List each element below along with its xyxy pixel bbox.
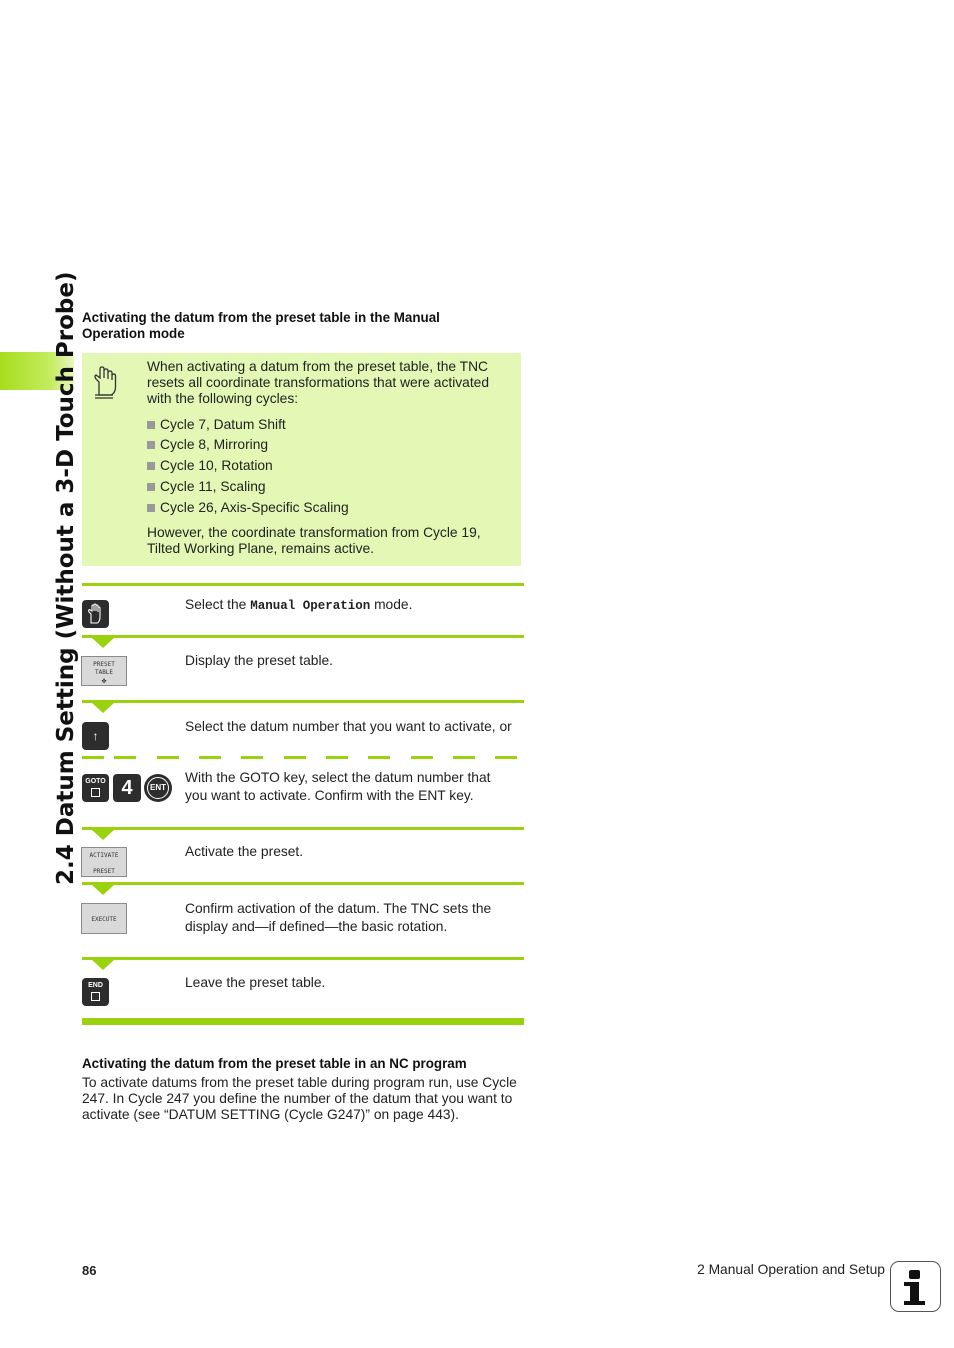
softkey-label: TABLE [94,669,114,676]
dash [326,756,348,759]
note-bullet: Cycle 26, Axis-Specific Scaling [147,500,349,516]
dash [199,756,221,759]
info-icon [890,1261,941,1312]
softkey-label: ACTIVATE [89,852,119,859]
chapter-title: 2 Manual Operation and Setup [697,1262,885,1277]
goto-box-icon [91,788,100,797]
section-body-nc-program: To activate datums from the preset table during program run, use Cycle 247. In Cycle 247 you define the number of the datum that you want to activate (see “DATUM SETTING (Cycle G247)” on page 443). [82,1075,517,1122]
dash [453,756,475,759]
step-arrow [92,638,114,648]
note-bullet: Cycle 11, Scaling [147,479,266,495]
goto-key[interactable] [82,774,109,802]
crosshair-icon: ✤ [101,676,107,685]
page-number: 86 [82,1263,97,1278]
step-arrow [92,960,114,970]
preset-table-softkey[interactable] [81,656,127,686]
ent-key[interactable] [144,774,172,802]
mode-name: Manual Operation [250,599,371,613]
step-leave-preset: Leave the preset table. [185,975,326,990]
step-display-preset: Display the preset table. [185,653,334,668]
info-icon-base [904,1301,925,1305]
note-bullet: Cycle 10, Rotation [147,458,273,474]
step-activate-preset: Activate the preset. [185,844,304,859]
dash [411,756,433,759]
note-intro: When activating a datum from the preset table, the TNC resets all coordinate transformations that were activated with the following cycles: [147,359,490,406]
dash [368,756,390,759]
hand-icon [82,600,109,628]
dash [495,756,517,759]
activate-preset-softkey[interactable] [81,847,127,877]
softkey-label: PRESET [93,661,115,668]
step-select-manual [185,596,525,615]
step-arrow [92,830,114,840]
execute-softkey[interactable] [81,903,127,934]
note-bullet: Cycle 7, Datum Shift [147,417,286,433]
goto-key-label: GOTO [85,778,106,785]
dash [82,756,104,759]
section-heading-nc-program: Activating the datum from the preset table in an NC program [82,1056,467,1071]
manual-operation-key[interactable] [82,600,109,628]
step-arrow [92,885,114,895]
arrow-up-key[interactable] [82,722,109,750]
section-heading-manual: Activating the datum from the preset table in the Manual Operation mode [82,310,440,341]
step-text: mode. [370,597,413,612]
note-outro: However, the coordinate transformation from Cycle 19, Tilted Working Plane, remains active. [147,525,481,556]
dash [284,756,306,759]
note-box [82,353,521,566]
step-arrow [92,703,114,713]
step-divider [82,957,524,960]
end-key[interactable] [82,978,109,1006]
arrow-up-icon: ↑ [92,729,99,743]
info-icon-dot [909,1270,920,1279]
softkey-label: EXECUTE [91,916,117,923]
dash [241,756,263,759]
step-divider [82,827,524,830]
end-box-icon [91,992,100,1001]
step-select-datum: Select the datum number that you want to activate, or [185,719,512,734]
step-text: Select the [185,597,251,612]
info-icon-serif [904,1282,912,1286]
digit-4-key[interactable]: 4 [113,774,141,802]
softkey-label: PRESET [93,868,115,875]
steps-end-bar [82,1018,524,1025]
step-divider [82,583,524,586]
note-bullet: Cycle 8, Mirroring [147,437,268,453]
dash [114,756,136,759]
step-confirm-activation: Confirm activation of the datum. The TNC sets the display and—if defined—the basic rotation. [185,901,492,934]
side-title: 2.4 Datum Setting (Without a 3-D Touch Probe) [53,271,79,885]
end-key-label: END [88,982,103,989]
step-divider [82,635,524,638]
step-divider [82,882,524,885]
ent-key-label: ENT [147,777,169,799]
dash [157,756,179,759]
hand-note-icon [91,365,117,399]
step-divider [82,700,524,703]
step-goto-datum: With the GOTO key, select the datum number that you want to activate. Confirm with the ENT key. [185,770,491,803]
